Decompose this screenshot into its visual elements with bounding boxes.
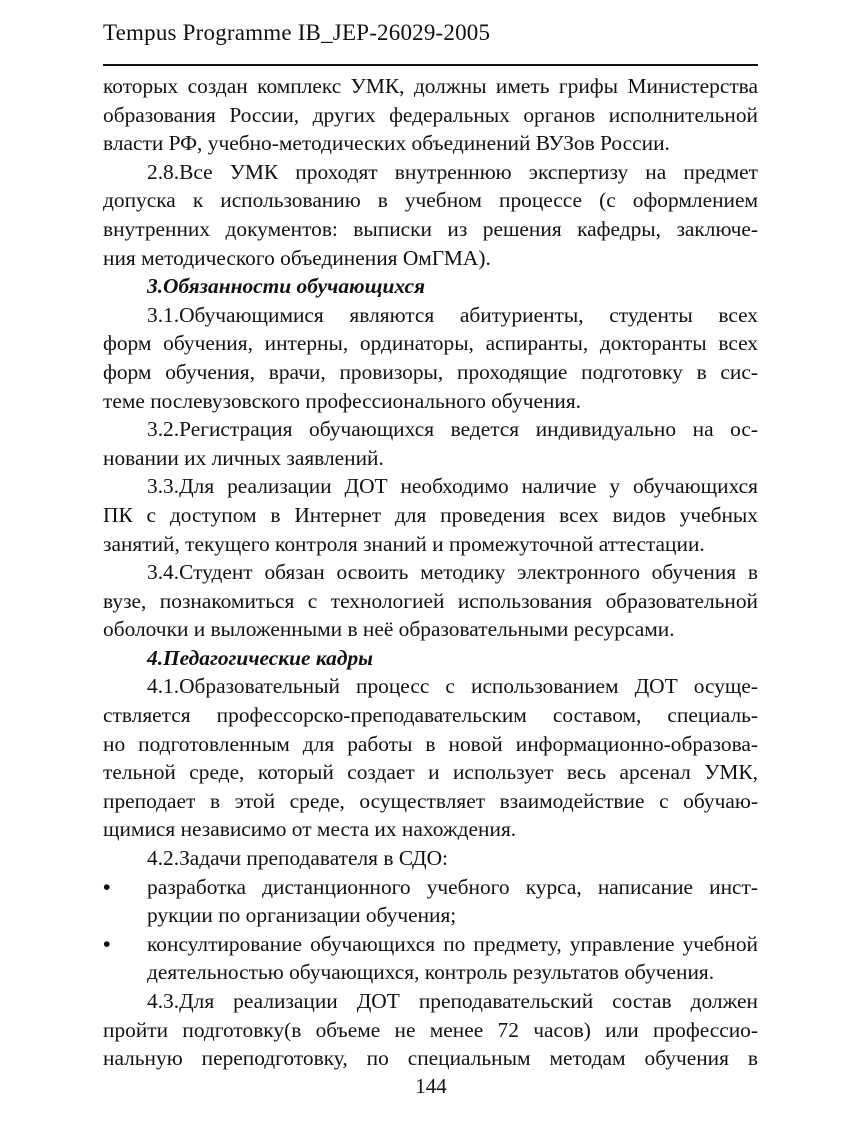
paragraph-2-8 <box>103 158 758 272</box>
text-line: рукции по организации обучения; <box>147 903 457 928</box>
text-line: нальную переподготовку, по специальным методам обучения в <box>103 1046 758 1071</box>
text-line: разработка дистанционного учебного курса, написание инст- <box>147 874 758 899</box>
text-line: образования России, других федеральных органов исполнительной <box>103 102 758 127</box>
text-line: ния методического объединения ОмГМА). <box>103 245 491 270</box>
text-line: пройти подготовку(в объеме не менее 72 часов) или профессио- <box>103 1017 758 1042</box>
page-body <box>103 72 758 1073</box>
text-line: 4.3.Для реализации ДОТ преподавательский состав должен <box>147 989 758 1013</box>
text-line: 4.1.Образовательный процесс с использованием ДОТ осуще- <box>147 674 758 699</box>
running-header: Tempus Programme IB_JEP-26029-2005 <box>103 20 491 45</box>
header-rule <box>103 64 758 66</box>
text-line: форм обучения, интерны, ординаторы, аспиранты, докторанты всех <box>103 331 758 356</box>
text-line: ПК с доступом в Интернет для проведения всех видов учебных <box>103 502 758 527</box>
text-line: преподает в этой среде, осуществляет взаимодействие с обучаю- <box>103 788 758 813</box>
text-line: вузе, познакомиться с технологией использования образовательной <box>103 588 758 613</box>
text-line: теме послевузовского профессионального обучения. <box>103 388 582 413</box>
paragraph-continuation <box>103 72 758 158</box>
text-line: 3.1.Обучающимися являются абитуриенты, студенты всех <box>147 302 758 327</box>
text-line: оболочки и выложенными в неё образовательными ресурсами. <box>103 617 675 642</box>
section-heading-4: 4.Педагогические кадры <box>147 645 374 670</box>
page-number: 144 <box>415 1074 447 1098</box>
paragraph-4-3 <box>103 987 758 1073</box>
bullet-icon: • <box>103 874 111 899</box>
text-line: 3.4.Студент обязан освоить методику электронного обучения в <box>147 560 758 585</box>
bullet-item <box>103 930 758 987</box>
text-line: 2.8.Все УМК проходят внутреннюю экспертизу на предмет <box>147 159 758 184</box>
paragraph-4-2 <box>103 844 758 873</box>
text-line: щимися независимо от места их нахождения. <box>103 817 517 842</box>
text-line: тельной среде, который создает и использует весь арсенал УМК, <box>103 760 758 785</box>
text-line: но подготовленным для работы в новой информационно-образова- <box>103 731 758 756</box>
text-line: консултирование обучающихся по предмету, управление учебной <box>147 931 758 956</box>
text-line: 3.2.Регистрация обучающихся ведется индивидуально на ос- <box>147 417 758 442</box>
paragraph-3-1 <box>103 301 758 415</box>
paragraph-3-2 <box>103 415 758 472</box>
paragraph-3-4 <box>103 558 758 644</box>
text-line: внутренних документов: выписки из решения кафедры, заключе- <box>103 216 758 241</box>
section-heading-3: 3.Обязанности обучающихся <box>147 274 426 299</box>
text-line: допуска к использованию в учебном процессе (с оформлением <box>103 188 758 213</box>
text-line: 3.3.Для реализации ДОТ необходимо наличие у обучающихся <box>147 474 758 499</box>
bullet-icon: • <box>103 931 111 956</box>
text-line: занятий, текущего контроля знаний и промежуточной аттестации. <box>103 531 705 556</box>
text-line: 4.2.Задачи преподавателя в СДО: <box>147 846 449 871</box>
text-line: которых создан комплекс УМК, должны иметь грифы Министерства <box>103 74 758 98</box>
text-line: власти РФ, учебно-методических объединений ВУЗов России. <box>103 131 670 156</box>
text-line: форм обучения, врачи, провизоры, проходящие подготовку в сис- <box>103 359 758 384</box>
text-line: новании их личных заявлений. <box>103 445 384 470</box>
bullet-item <box>103 873 758 930</box>
text-line: ствляется профессорско-преподавательским составом, специаль- <box>103 703 758 728</box>
paragraph-3-3 <box>103 472 758 558</box>
text-line: деятельностью обучающихся, контроль результатов обучения. <box>147 960 715 985</box>
paragraph-4-1 <box>103 672 758 844</box>
